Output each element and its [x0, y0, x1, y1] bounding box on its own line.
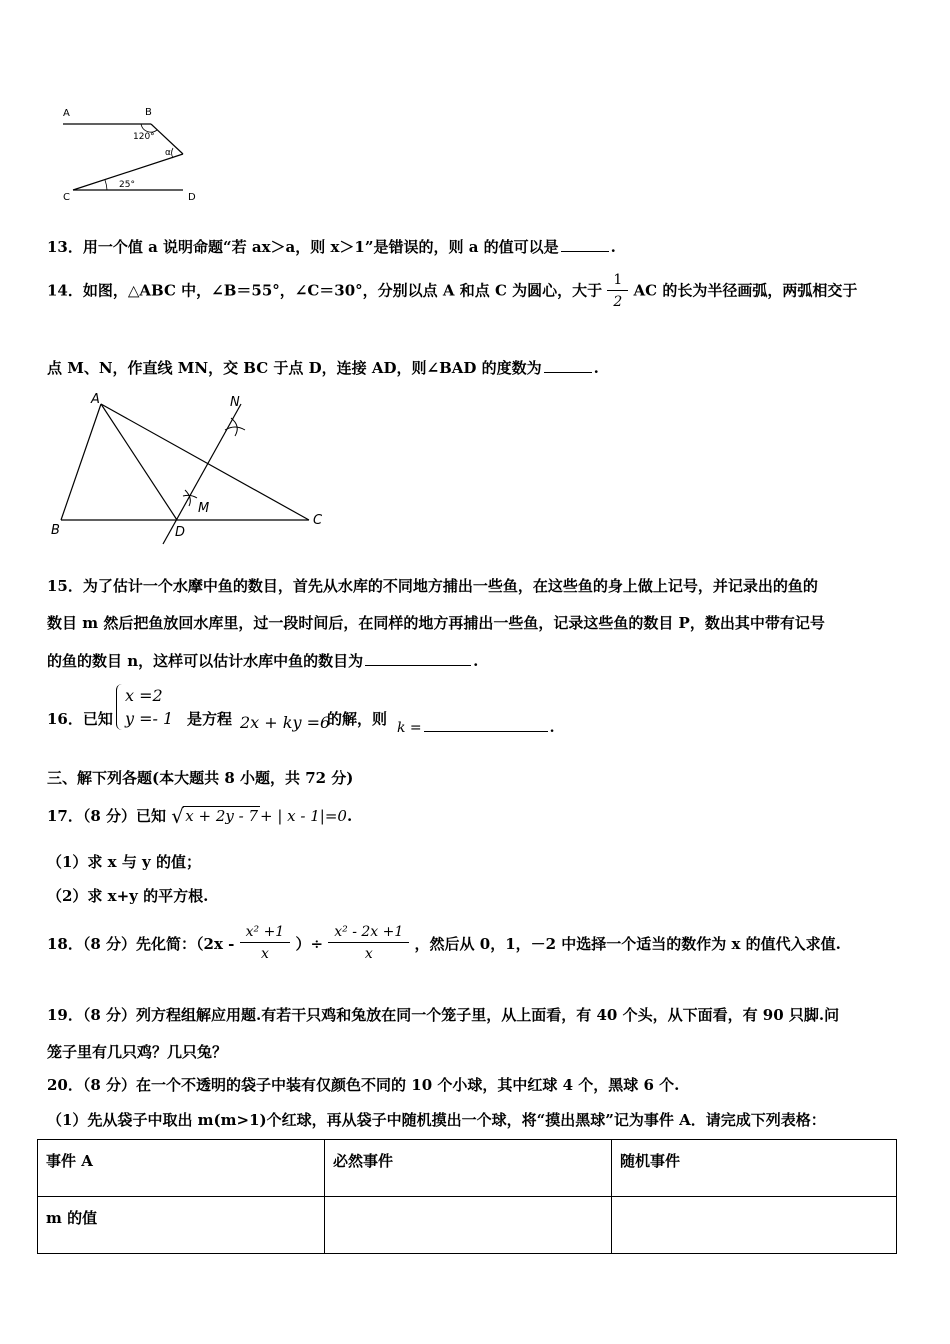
q16-answer-blank[interactable]: [424, 717, 548, 732]
table-cell-random-m[interactable]: [612, 1197, 897, 1254]
fig12-label-d: D: [188, 192, 196, 203]
q14-end: .: [593, 359, 599, 377]
fig14-label-a: A: [91, 392, 100, 407]
fig14-label-d: D: [175, 525, 186, 540]
question-15-line3: [47, 650, 478, 671]
question-15-line1: [47, 575, 818, 596]
question-16: [47, 708, 113, 729]
q18-frac2-den: x: [364, 946, 373, 962]
q17-part2-text: （2）求 x+y 的平方根.: [47, 887, 209, 905]
q14-text-b: AC 的长为半径画弧，两弧相交于: [633, 281, 858, 300]
q18-frac1-den: x: [260, 946, 269, 962]
q16-equation: [240, 713, 330, 732]
fig14-label-c: C: [313, 513, 323, 528]
q14-frac-num: 1: [607, 270, 628, 291]
fig14-label-n: N: [230, 395, 240, 410]
section3-title: 三、解下列各题(本大题共 8 小题，共 72 分): [47, 769, 354, 787]
q16-mid: 是方程: [187, 710, 233, 728]
question-20-part1: [47, 1109, 826, 1130]
q17-rest: + | x - 1|=0: [260, 807, 347, 825]
q17-prefix: 17．（8 分）已知: [47, 807, 167, 825]
question-18: [47, 922, 841, 965]
event-table: [37, 1139, 897, 1254]
q16-after: 的解，则: [327, 710, 388, 728]
fig12-angle-alpha: α: [165, 148, 171, 158]
q16-sys-2: y =- 1: [125, 709, 174, 728]
q14-fraction: [607, 270, 628, 313]
q14-line2: 点 M、N，作直线 MN，交 BC 于点 D，连接 AD，则∠BAD 的度数为: [47, 359, 542, 377]
question-20-line1: [47, 1074, 679, 1095]
question-16-after: [327, 708, 387, 729]
q17-radicand: x + 2y - 7: [185, 807, 259, 825]
question-14: [47, 270, 857, 313]
question-19-line1: [47, 1004, 839, 1025]
q18-frac2-num: x² - 2x +1: [328, 922, 409, 943]
fig12-label-c: C: [63, 192, 70, 203]
q13-answer-blank[interactable]: [561, 237, 609, 252]
table-cell-certain-m[interactable]: [325, 1197, 612, 1254]
q17-part1-text: （1）求 x 与 y 的值；: [47, 853, 201, 871]
q13-text: 13．用一个值 a 说明命题“若 ax＞a，则 x＞1”是错误的，则 a 的值可以是: [47, 238, 559, 256]
table-row: [38, 1197, 897, 1254]
q17-sqrt: [171, 804, 260, 828]
fig12-angle-25: 25°: [119, 180, 135, 190]
question-17: [47, 805, 352, 826]
q14-answer-blank[interactable]: [544, 358, 592, 373]
q14-frac-den: 2: [613, 294, 623, 310]
q16-end: .: [549, 720, 555, 736]
table-header-random: 随机事件: [612, 1140, 897, 1197]
q16-k-text: k =: [397, 720, 422, 736]
q18-frac1-num: x² +1: [240, 922, 291, 943]
q19-line2: 笼子里有几只鸡？几只兔？: [47, 1043, 228, 1061]
question-19-line2: [47, 1041, 227, 1062]
fig14-label-m: M: [198, 501, 210, 516]
table-row-label-m: m 的值: [38, 1197, 325, 1254]
q20-part1: （1）先从袋子中取出 m(m>1)个红球，再从袋子中随机摸出一个球，将“摸出黑球”记为事件 A．请完成下列表格：: [47, 1111, 826, 1129]
fig12-label-b: B: [145, 107, 152, 118]
q13-end: .: [610, 238, 616, 256]
q15-answer-blank[interactable]: [365, 651, 471, 666]
table-header-event-a: 事件 A: [38, 1140, 325, 1197]
q17-part2: [47, 885, 208, 906]
question-14-line2: [47, 357, 599, 378]
question-16-rest: [187, 708, 232, 729]
question-13: [47, 236, 616, 257]
q15-line3: 的鱼的数目 n，这样可以估计水库中鱼的数目为: [47, 652, 364, 670]
q16-equation-system: [116, 684, 173, 730]
q18-mid: ）÷: [295, 935, 324, 953]
q18-suffix: ，然后从 0，1，－2 中选择一个适当的数作为 x 的值代入求值.: [414, 935, 841, 953]
q18-fraction-2: [328, 922, 409, 965]
figure-angle-diagram: [55, 100, 215, 210]
q20-line1: 20．（8 分）在一个不透明的袋子中装有仅颜色不同的 10 个小球，其中红球 4 个，黑球 6 个.: [47, 1076, 680, 1094]
question-15-line2: [47, 612, 825, 633]
q16-k: [397, 717, 555, 736]
fig12-angle-120: 120°: [133, 132, 155, 142]
q16-prefix: 16．已知: [47, 710, 113, 728]
section-3-title: [47, 767, 353, 788]
q15-line2: 数目 m 然后把鱼放回水库里，过一段时间后，在同样的地方再捕出一些鱼，记录这些鱼的数目 P，数出其中带有记号: [47, 614, 825, 632]
fig12-label-a: A: [63, 108, 70, 119]
q18-prefix: 18．（8 分）先化简：（2x -: [47, 935, 235, 953]
q17-part1: [47, 851, 201, 872]
q17-end: .: [346, 807, 353, 825]
table-header-certain: 必然事件: [325, 1140, 612, 1197]
q19-line1: 19．（8 分）列方程组解应用题.有若干只鸡和兔放在同一个笼子里，从上面看，有 40 个头，从下面看，有 90 只脚.问: [47, 1006, 840, 1024]
q15-end: .: [473, 652, 479, 670]
q16-sys-1: x =2: [125, 686, 163, 705]
q15-line1: 15．为了估计一个水摩中鱼的数目，首先从水库的不同地方捕出一些鱼，在这些鱼的身上做上记号，并记录出的鱼的: [47, 577, 818, 595]
figure-triangle-construction: [45, 388, 335, 548]
q14-text-a: 14．如图，△ABC 中，∠B＝55°，∠C＝30°，分别以点 A 和点 C 为圆心，大于: [47, 281, 603, 300]
q18-fraction-1: [240, 922, 291, 965]
q16-equation-text: 2x + ky =6: [240, 713, 331, 732]
table-header-row: [38, 1140, 897, 1197]
sqrt-icon: √: [171, 804, 185, 828]
fig14-label-b: B: [51, 523, 60, 538]
